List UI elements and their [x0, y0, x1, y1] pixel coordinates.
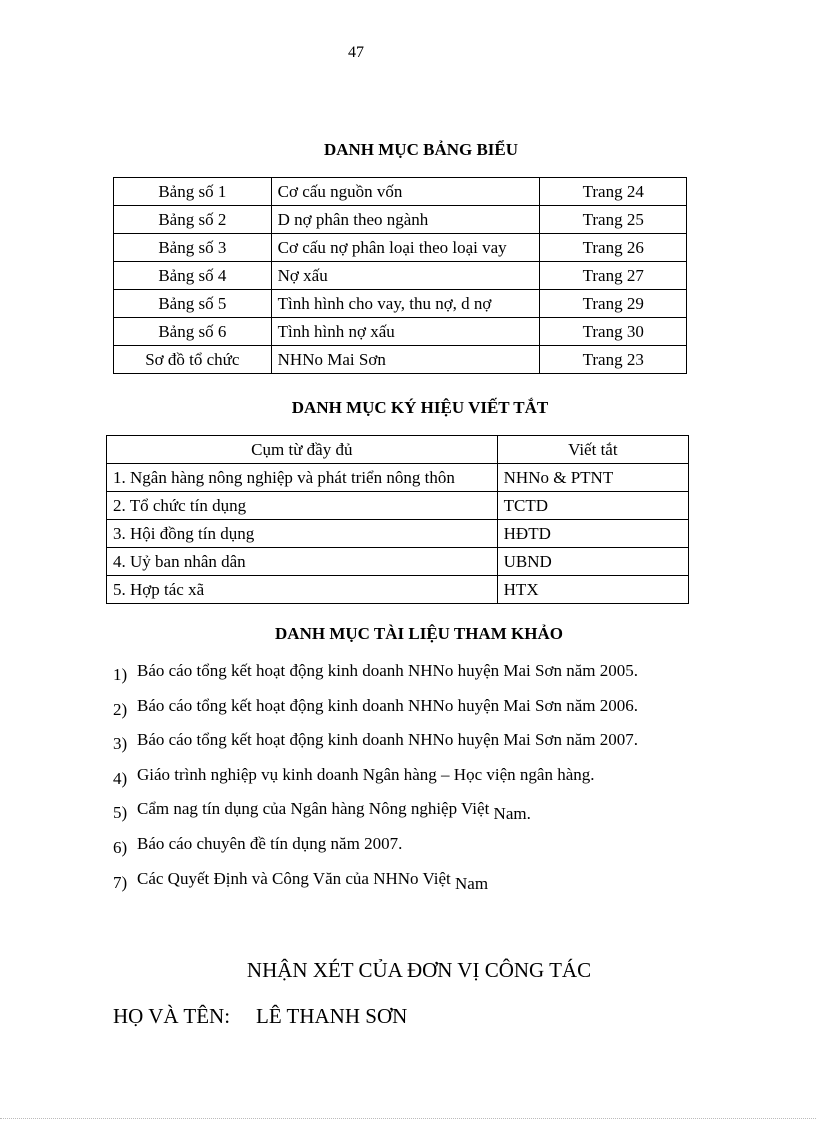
table-label: Bảng số 2: [114, 206, 272, 234]
reference-main: Báo cáo chuyên đề tín dụng năm 2007.: [137, 833, 403, 853]
table-title: Cơ cấu nguồn vốn: [271, 178, 540, 206]
reference-number: 4): [113, 768, 128, 788]
table-page: Trang 25: [540, 206, 687, 234]
reference-number: 5): [113, 803, 128, 823]
reference-main: Cẩm nag tín dụng của Ngân hàng Nông nghiệp Việt: [137, 799, 494, 819]
abbr-full: 1. Ngân hàng nông nghiệp và phát triển nông thôn: [107, 464, 498, 492]
table-row: [114, 290, 687, 318]
reference-text: [137, 661, 638, 681]
table-title: Nợ xấu: [271, 262, 540, 290]
abbr-full: 2. Tổ chức tín dụng: [107, 492, 498, 520]
reference-main: Báo cáo tổng kết hoạt động kinh doanh NHNo huyện Mai Sơn năm 2005.: [137, 661, 638, 680]
table-row: [114, 346, 687, 374]
table-row: [114, 206, 687, 234]
table-title: Tình hình nợ xấu: [271, 318, 540, 346]
abbr-short: TCTD: [497, 492, 688, 520]
abbr-full: 5. Hợp tác xã: [107, 576, 498, 604]
col-abbr-header: Viết tắt: [497, 436, 688, 464]
table-page: Trang 24: [540, 178, 687, 206]
abbr-short: NHNo & PTNT: [497, 464, 688, 492]
abbr-full: 3. Hội đồng tín dụng: [107, 520, 498, 548]
table-title: D nợ phân theo ngành: [271, 206, 540, 234]
abbreviations-table: [106, 435, 689, 604]
tables-list-heading: DANH MỤC BẢNG BIỂU: [323, 140, 519, 159]
table-page: Trang 26: [540, 234, 687, 262]
name-value: LÊ THANH SƠN: [256, 1004, 408, 1028]
reference-main: Báo cáo tổng kết hoạt động kinh doanh NHNo huyện Mai Sơn năm 2006.: [137, 695, 638, 715]
table-label: Bảng số 6: [114, 318, 272, 346]
references-heading: DANH MỤC TÀI LIỆU THAM KHẢO: [275, 624, 563, 643]
name-label: HỌ VÀ TÊN:: [113, 1004, 231, 1028]
abbreviations-header-row: [107, 436, 689, 464]
table-row: [107, 520, 689, 548]
reference-text: [137, 834, 402, 854]
reference-number: 3): [113, 734, 128, 754]
abbr-short: UBND: [497, 548, 688, 576]
reference-tail: Nam.: [493, 804, 531, 824]
bottom-border: [0, 1118, 816, 1119]
reference-text: [137, 730, 638, 750]
comment-section-title: NHẬN XÉT CỦA ĐƠN VỊ CÔNG TÁC: [246, 958, 592, 982]
page-number: 47: [348, 44, 364, 61]
table-row: [107, 576, 689, 604]
table-page: Trang 29: [540, 290, 687, 318]
table-label: Sơ đồ tổ chức: [114, 346, 272, 374]
table-row: [114, 262, 687, 290]
abbreviations-heading: DANH MỤC KÝ HIỆU VIẾT TẮT: [291, 398, 549, 417]
abbr-full: 4. Uỷ ban nhân dân: [107, 548, 498, 576]
tables-list-table: [113, 177, 687, 374]
table-label: Bảng số 5: [114, 290, 272, 318]
table-title: NHNo Mai Sơn: [271, 346, 540, 374]
table-page: Trang 30: [540, 318, 687, 346]
reference-text: [137, 765, 595, 785]
reference-text: [137, 799, 531, 824]
table-label: Bảng số 4: [114, 262, 272, 290]
reference-main: Giáo trình nghiệp vụ kinh doanh Ngân hàng – Học viện ngân hàng.: [137, 764, 595, 784]
reference-text: [137, 868, 489, 893]
table-label: Bảng số 3: [114, 234, 272, 262]
reference-number: 1): [113, 665, 128, 684]
reference-tail: Nam: [455, 873, 489, 893]
table-row: [107, 548, 689, 576]
col-full-header: Cụm từ đầy đủ: [107, 436, 498, 464]
table-row: [114, 318, 687, 346]
reference-main: Các Quyết Định và Công Văn của NHNo Việt: [137, 868, 455, 888]
reference-main: Báo cáo tổng kết hoạt động kinh doanh NHNo huyện Mai Sơn năm 2007.: [137, 730, 638, 750]
table-title: Tình hình cho vay, thu nợ, d nợ: [271, 290, 540, 318]
table-title: Cơ cấu nợ phân loại theo loại vay: [271, 234, 540, 262]
reference-text: [137, 696, 638, 716]
table-page: Trang 27: [540, 262, 687, 290]
reference-number: 7): [113, 872, 128, 892]
reference-number: 2): [113, 699, 128, 719]
table-row: [114, 178, 687, 206]
abbr-short: HTX: [497, 576, 688, 604]
table-row: [107, 492, 689, 520]
table-row: [107, 464, 689, 492]
table-page: Trang 23: [540, 346, 687, 374]
reference-number: 6): [113, 837, 128, 857]
abbr-short: HĐTD: [497, 520, 688, 548]
table-label: Bảng số 1: [114, 178, 272, 206]
table-row: [114, 234, 687, 262]
